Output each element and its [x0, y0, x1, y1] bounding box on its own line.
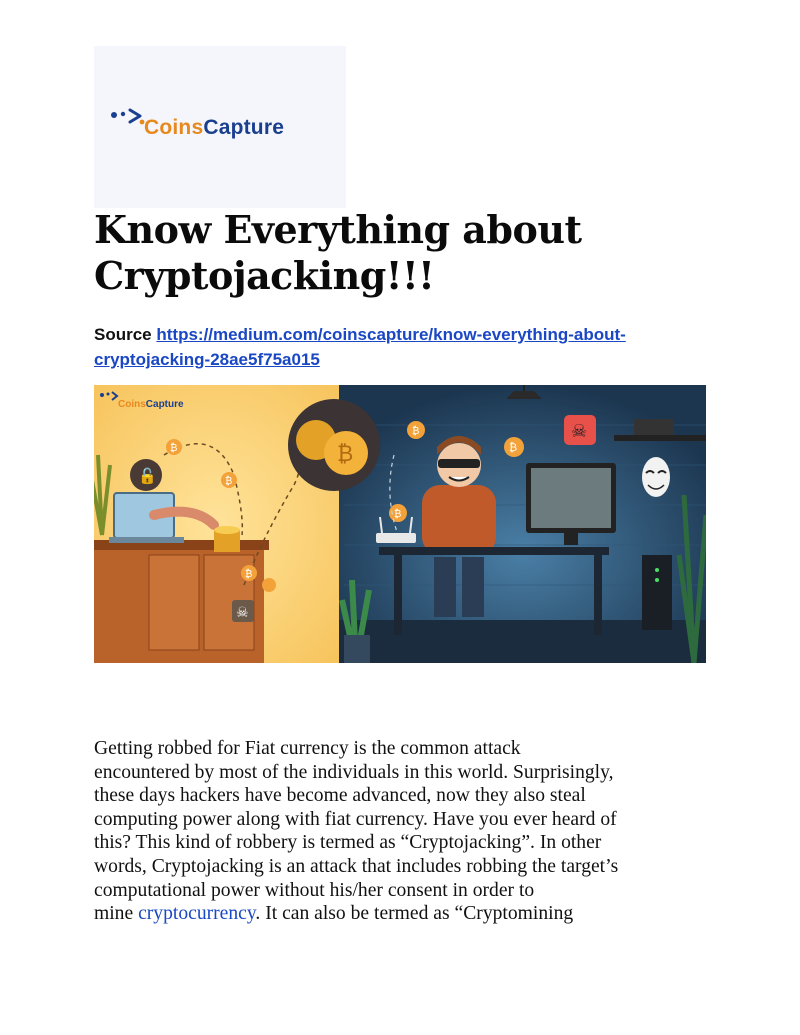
hero-illustration	[94, 385, 706, 663]
svg-text:₿: ₿	[245, 569, 253, 580]
source-link-line2: cryptojacking-28ae5f75a015	[94, 350, 320, 369]
source-label: Source	[94, 325, 152, 344]
body-line-3: these days hackers have become advanced, now they also steal	[94, 785, 586, 807]
body-line-1: Getting robbed for Fiat currency is the common attack	[94, 738, 521, 759]
svg-text:₿: ₿	[412, 426, 420, 437]
svg-text:☠: ☠	[571, 421, 588, 442]
monitor-icon	[526, 463, 616, 545]
source-link-line1: https://medium.com/coinscapture/know-everything-about-	[156, 325, 626, 344]
anonymous-mask-icon	[642, 457, 670, 497]
body-line-5: this? This kind of robbery is termed as “Cryptojacking”. In other	[94, 832, 602, 854]
svg-text:CoinsCapture	[118, 399, 184, 410]
logo-box	[94, 46, 346, 208]
body-line-8-pre: mine	[94, 903, 139, 925]
logo-coins: Coins	[144, 116, 204, 139]
logo-wordmark	[144, 116, 284, 140]
body-line-2: encountered by most of the individuals in this world. Surprisingly,	[94, 761, 614, 783]
hero-logo-capture: Capture	[145, 399, 184, 410]
body-line-4: computing power along with fiat currency. Have you ever heard of	[94, 808, 617, 830]
svg-text:☠: ☠	[236, 605, 249, 621]
skull-icon	[564, 415, 596, 445]
svg-text:₿: ₿	[394, 509, 402, 520]
logo-capture: Capture	[203, 116, 285, 139]
cryptocurrency-link[interactable]: cryptocurrency	[138, 903, 256, 925]
source-link[interactable]	[94, 325, 626, 369]
body-line-7: computational power without his/her consent in order to	[94, 879, 535, 901]
svg-text:₿: ₿	[509, 441, 518, 454]
body-line-8-post: . It can also be termed as “Cryptomining	[255, 903, 574, 925]
source-line	[94, 322, 734, 372]
bitcoin-coin-icon	[166, 439, 182, 455]
body-line-6: words, Cryptojacking is an attack that includes robbing the target’s	[94, 855, 619, 877]
hero-logo-coins: Coins	[118, 399, 146, 410]
svg-text:₿: ₿	[337, 442, 354, 467]
coin-stack	[214, 526, 240, 552]
page-title: Know Everything about Cryptojacking!!!	[94, 207, 582, 298]
article-body	[94, 737, 724, 926]
logo-dots-icon	[108, 106, 148, 130]
svg-text:🔓: 🔓	[138, 467, 157, 485]
svg-text:₿: ₿	[225, 476, 233, 487]
big-bitcoin-bubble	[288, 399, 380, 491]
svg-text:₿: ₿	[170, 443, 178, 454]
